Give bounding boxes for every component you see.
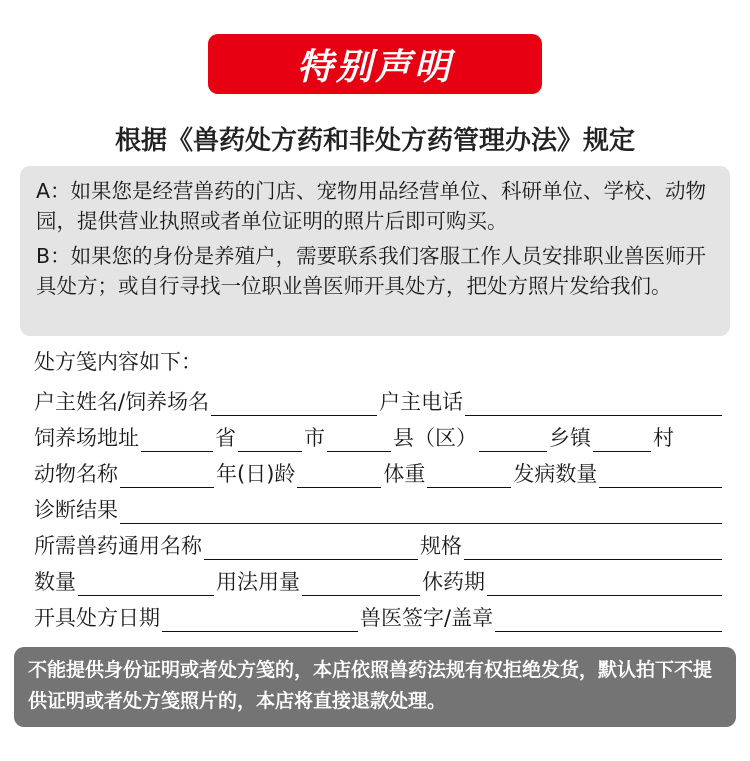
diagnosis-blank[interactable] <box>120 497 722 524</box>
farmer-phone-label: 户主电话 <box>379 390 464 414</box>
animal-name-label: 动物名称 <box>34 462 118 486</box>
province-blank[interactable] <box>141 425 213 452</box>
weight-blank[interactable] <box>427 461 511 488</box>
form-row-drug <box>34 524 724 560</box>
age-blank[interactable] <box>297 461 381 488</box>
banner-title: 特别声明 <box>296 46 453 88</box>
farmer-name-blank[interactable] <box>211 389 377 416</box>
withdrawal-label: 休药期 <box>422 570 485 594</box>
city-label: 市 <box>304 426 325 450</box>
village-label: 村 <box>653 426 674 450</box>
footer-text: 不能提供身份证明或者处方笺的，本店依照兽药法规有权拒绝发货，默认拍下不提供证明或者处方笺照片的，本店将直接退款处理。 <box>28 659 713 712</box>
village-blank[interactable] <box>593 425 651 452</box>
condition-b: B：如果您的身份是养殖户，需要联系我们客服工作人员安排职业兽医师开具处方；或自行寻找一位职业兽医师开具处方，把处方照片发给我们。 <box>36 244 707 298</box>
form-row-date <box>34 596 724 632</box>
vet-sign-blank[interactable] <box>495 605 722 632</box>
quantity-label: 数量 <box>34 570 76 594</box>
spec-label: 规格 <box>420 534 462 558</box>
date-label: 开具处方日期 <box>34 606 160 630</box>
withdrawal-blank[interactable] <box>487 569 722 596</box>
special-notice-banner <box>208 34 542 94</box>
form-row-diagnosis <box>34 488 724 524</box>
township-blank[interactable] <box>479 425 547 452</box>
township-label: 乡镇 <box>549 426 591 450</box>
drug-name-label: 所需兽药通用名称 <box>34 534 202 558</box>
form-row-dosage <box>34 560 724 596</box>
dosage-blank[interactable] <box>302 569 420 596</box>
prescription-form <box>34 344 724 632</box>
refund-policy-footer <box>14 647 736 727</box>
county-blank[interactable] <box>327 425 391 452</box>
vet-sign-label: 兽医签字/盖章 <box>360 606 494 630</box>
city-blank[interactable] <box>238 425 302 452</box>
weight-label: 体重 <box>383 462 426 486</box>
spec-blank[interactable] <box>464 533 722 560</box>
quantity-blank[interactable] <box>78 569 214 596</box>
address-label: 饲养场地址 <box>34 426 139 450</box>
county-label: 县（区） <box>393 426 477 450</box>
form-row-address <box>34 416 724 452</box>
age-label: 年(日)龄 <box>216 462 296 486</box>
form-title: 处方笺内容如下： <box>34 350 202 374</box>
sick-count-blank[interactable] <box>599 461 722 488</box>
condition-a: A：如果您是经营兽药的门店、宠物用品经营单位、科研单位、学校、动物园，提供营业执照或者单位证明的照片后即可购买。 <box>36 179 707 233</box>
regulation-subtitle: 根据《兽药处方药和非处方药管理办法》规定 <box>114 126 635 156</box>
diagnosis-label: 诊断结果 <box>34 498 118 522</box>
drug-name-blank[interactable] <box>204 533 418 560</box>
province-label: 省 <box>215 426 236 450</box>
animal-name-blank[interactable] <box>120 461 214 488</box>
form-row-farmer <box>34 380 724 416</box>
farmer-phone-blank[interactable] <box>465 389 722 416</box>
sick-count-label: 发病数量 <box>513 462 598 486</box>
purchase-conditions-box <box>20 166 730 336</box>
form-row-animal <box>34 452 724 488</box>
farmer-name-label: 户主姓名/饲养场名 <box>34 390 210 414</box>
dosage-label: 用法用量 <box>216 570 300 594</box>
date-blank[interactable] <box>162 605 358 632</box>
